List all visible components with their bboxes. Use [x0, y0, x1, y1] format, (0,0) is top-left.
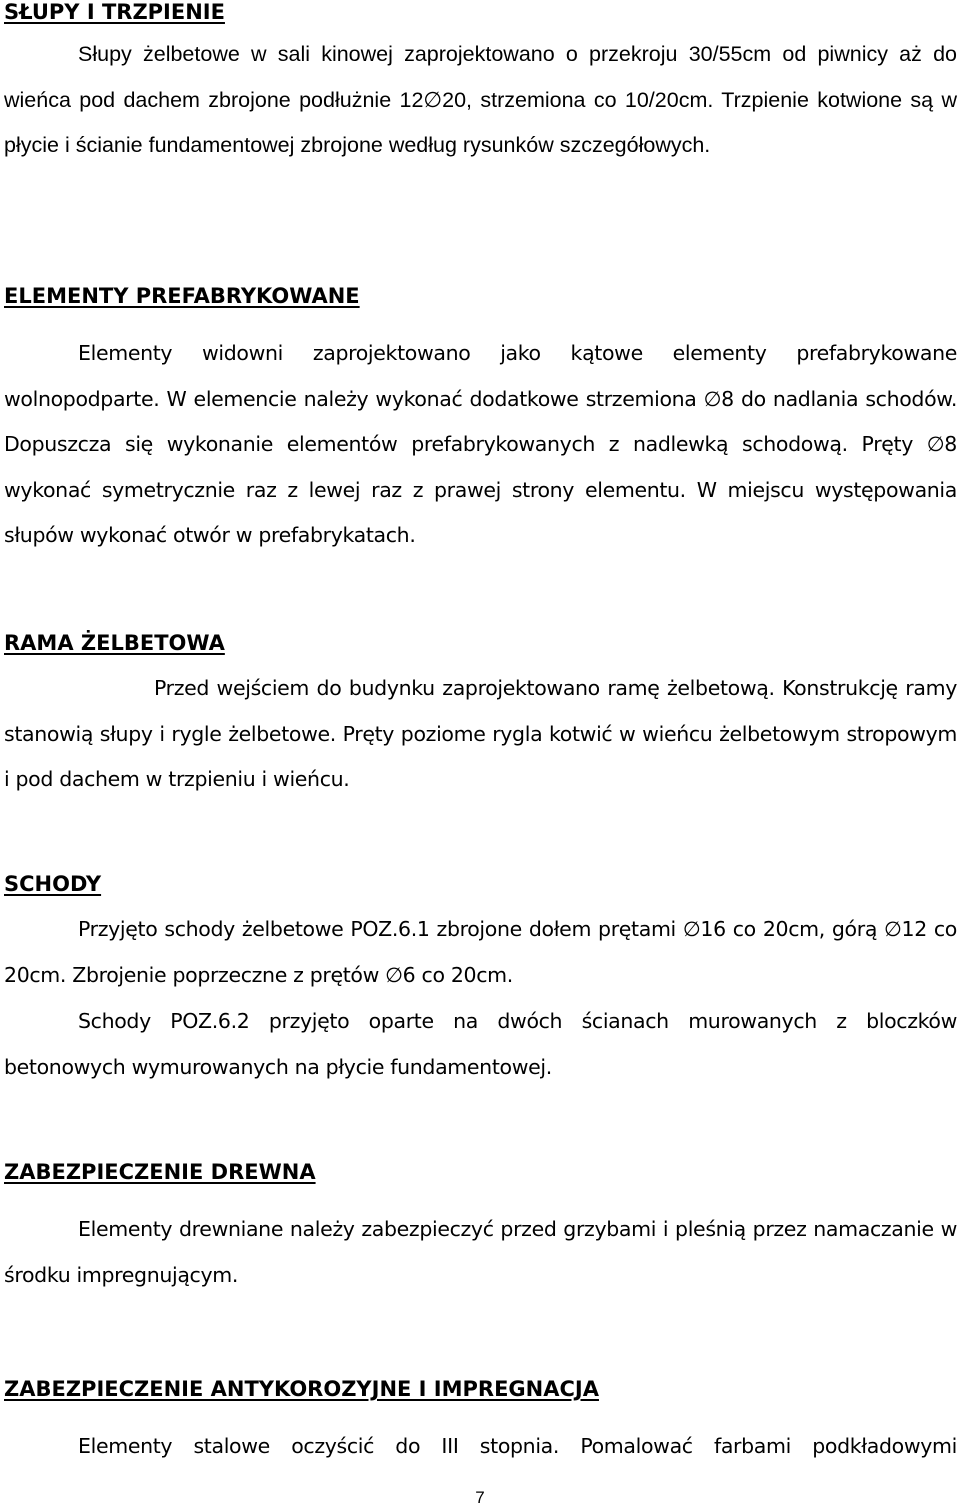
paragraph-zabezpieczenie-drewna-text: Elementy drewniane należy zabezpieczyć przed grzybami i pleśnią przez namaczanie w środku impregnującym.: [4, 1217, 957, 1287]
paragraph-schody-2: [4, 999, 957, 1090]
section-heading-rama-zelbetowa: RAMA ŻELBETOWA: [4, 631, 225, 655]
paragraph-zabezpieczenie-antykorozyjne-text: Elementy stalowe oczyścić do III stopnia. Pomalować farbami podkładowymi: [78, 1434, 957, 1458]
paragraph-elementy-prefabrykowane-text: Elementy widowni zaprojektowano jako kątowe elementy prefabrykowane wolnopodparte. W elemencie należy wykonać dodatkowe strzemiona ∅8 do nadlania schodów. Dopuszcza się wykonanie elementów prefabrykowanych z nadlewką schodową. Pręty ∅8 wykonać symetrycznie raz z lewej raz z prawej strony elementu. W miejscu występowania słupów wykonać otwór w prefabrykatach.: [4, 341, 957, 547]
paragraph-elementy-prefabrykowane: [4, 331, 957, 559]
section-heading-schody: SCHODY: [4, 872, 102, 896]
paragraph-zabezpieczenie-drewna: [4, 1207, 957, 1298]
paragraph-schody-2-text: Schody POZ.6.2 przyjęto oparte na dwóch ścianach murowanych z bloczków betonowych wymurowanych na płycie fundamentowej.: [4, 1009, 957, 1079]
section-heading-zabezpieczenie-drewna: ZABEZPIECZENIE DREWNA: [4, 1160, 316, 1184]
paragraph-slupy: [4, 32, 957, 169]
section-heading-slupy: SŁUPY I TRZPIENIE: [4, 0, 225, 24]
paragraph-zabezpieczenie-antykorozyjne: [4, 1424, 957, 1470]
section-heading-zabezpieczenie-antykorozyjne: ZABEZPIECZENIE ANTYKOROZYJNE I IMPREGNACJA: [4, 1377, 599, 1401]
paragraph-rama-zelbetowa-text: Przed wejściem do budynku zaprojektowano ramę żelbetową. Konstrukcję ramy stanowią słupy i rygle żelbetowe. Pręty poziome rygla kotwić w wieńcu żelbetowym stropowym i pod dachem w trzpieniu i wieńcu.: [4, 676, 957, 791]
page-number: 7: [475, 1488, 485, 1507]
paragraph-schody-1: [4, 907, 957, 998]
paragraph-slupy-text: Słupy żelbetowe w sali kinowej zaprojektowano o przekroju 30/55cm od piwnicy aż do wieńca pod dachem zbrojone podłużnie 12∅20, strzemiona co 10/20cm. Trzpienie kotwione są w płycie i ścianie fundamentowej zbrojone według rysunków szczegółowych.: [4, 42, 957, 157]
section-heading-elementy-prefabrykowane: ELEMENTY PREFABRYKOWANE: [4, 284, 360, 308]
paragraph-schody-1-text: Przyjęto schody żelbetowe POZ.6.1 zbrojone dołem prętami ∅16 co 20cm, górą ∅12 co 20cm. Zbrojenie poprzeczne z prętów ∅6 co 20cm.: [4, 917, 957, 987]
paragraph-rama-zelbetowa: [4, 666, 957, 803]
